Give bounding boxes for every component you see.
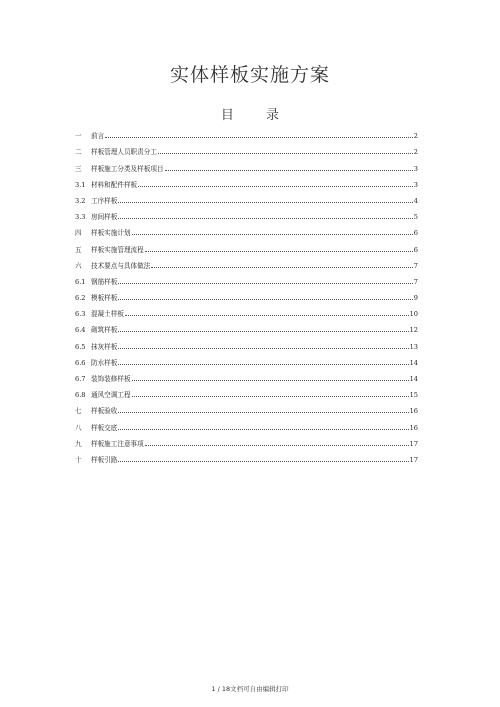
toc-entry-page-number: 17 — [409, 439, 418, 448]
toc-entry-page-number: 6 — [413, 229, 418, 238]
toc-dot-leader — [158, 152, 413, 154]
toc-entry-number: 6.6 — [75, 358, 86, 367]
toc-entry-number: 6.7 — [75, 375, 86, 383]
toc-dot-leader — [105, 136, 413, 138]
toc-entry[interactable] — [75, 189, 418, 205]
toc-entry[interactable] — [75, 302, 418, 318]
toc-dot-leader — [165, 169, 413, 171]
toc-entry-title: 样板交底 — [91, 423, 118, 432]
toc-dot-leader — [118, 428, 408, 430]
toc-entry-page-number: 14 — [409, 375, 418, 383]
toc-entry-number: 二 — [75, 148, 82, 157]
toc-entry[interactable] — [75, 448, 418, 464]
toc-dot-leader — [132, 379, 409, 381]
toc-entry-page-number: 5 — [413, 213, 418, 222]
toc-entry-title: 样板施工分类及样板项目 — [91, 164, 164, 173]
toc-dot-leader — [118, 411, 408, 413]
table-of-contents — [75, 124, 418, 464]
toc-entry-page-number: 2 — [413, 132, 418, 141]
toc-entry[interactable] — [75, 334, 418, 350]
toc-entry-page-number: 9 — [413, 294, 418, 303]
toc-entry-title: 抹灰样板 — [91, 342, 118, 351]
toc-entry-number: 3.3 — [75, 213, 86, 222]
toc-entry-title: 钢筋样板 — [91, 277, 118, 286]
toc-entry-title: 工序样板 — [91, 196, 118, 205]
toc-entry[interactable] — [75, 318, 418, 334]
toc-entry-title: 样板施工注意事项 — [91, 439, 144, 448]
toc-dot-leader — [118, 282, 412, 284]
toc-entry-title: 房间样板 — [91, 213, 118, 222]
toc-entry-number: 6.3 — [75, 310, 86, 319]
toc-dot-leader — [118, 201, 412, 203]
toc-entry[interactable] — [75, 156, 418, 172]
toc-dot-leader — [125, 314, 409, 316]
toc-entry-title: 装饰装修样板 — [91, 375, 131, 383]
toc-dot-leader — [138, 185, 413, 187]
toc-entry-page-number: 14 — [409, 358, 418, 367]
toc-dot-leader — [132, 395, 409, 397]
toc-entry-page-number: 7 — [413, 277, 418, 286]
toc-dot-leader — [118, 298, 412, 300]
toc-entry-number: 十 — [75, 455, 82, 464]
toc-entry-title: 通风空调工程 — [91, 391, 131, 400]
toc-entry-number: 六 — [75, 261, 82, 270]
toc-entry-title: 混凝土样板 — [91, 310, 124, 319]
toc-entry[interactable] — [75, 173, 418, 189]
toc-dot-leader — [118, 217, 412, 219]
toc-entry-page-number: 3 — [413, 164, 418, 173]
toc-entry-page-number: 13 — [409, 342, 418, 351]
toc-entry[interactable] — [75, 432, 418, 448]
toc-entry-page-number: 16 — [409, 407, 418, 416]
toc-entry-title: 前言 — [91, 132, 105, 141]
toc-entry-page-number: 10 — [409, 310, 418, 319]
toc-dot-leader — [118, 330, 408, 332]
toc-entry-title: 防水样板 — [91, 358, 118, 367]
toc-entry-page-number: 15 — [409, 391, 418, 400]
toc-entry-number: 八 — [75, 423, 82, 432]
toc-entry-title: 样板实施计划 — [91, 229, 131, 238]
toc-entry-number: 五 — [75, 245, 82, 254]
page-footer: 1 / 18文档可自由编辑打印 — [211, 685, 289, 693]
toc-dot-leader — [145, 250, 413, 252]
toc-entry-page-number: 3 — [413, 180, 418, 189]
toc-entry[interactable] — [75, 367, 418, 383]
toc-entry-number: 6.5 — [75, 342, 86, 351]
toc-entry-number: 3.1 — [75, 180, 86, 189]
toc-entry[interactable] — [75, 254, 418, 270]
toc-entry[interactable] — [75, 124, 418, 140]
toc-entry[interactable] — [75, 221, 418, 237]
document-title: 实体样板实施方案 — [169, 64, 330, 86]
toc-entry-page-number: 17 — [409, 455, 418, 464]
toc-dot-leader — [132, 233, 413, 235]
toc-entry-title: 材料和配件样板 — [91, 180, 138, 189]
toc-entry-number: 6.4 — [75, 326, 86, 335]
toc-entry[interactable] — [75, 351, 418, 367]
toc-entry-page-number: 12 — [409, 326, 418, 335]
toc-dot-leader — [118, 347, 408, 349]
toc-heading: 目 录 — [220, 108, 294, 123]
toc-entry-title: 模板样板 — [91, 294, 118, 303]
toc-entry[interactable] — [75, 205, 418, 221]
toc-entry[interactable] — [75, 383, 418, 399]
toc-entry-number: 6.8 — [75, 391, 86, 400]
toc-entry[interactable] — [75, 286, 418, 302]
toc-entry-title: 技术要点与具体做法 — [91, 261, 151, 270]
toc-entry-page-number: 2 — [413, 148, 418, 157]
toc-entry-page-number: 6 — [413, 245, 418, 254]
toc-entry[interactable] — [75, 237, 418, 253]
toc-entry[interactable] — [75, 270, 418, 286]
toc-entry-number: 九 — [75, 439, 82, 448]
toc-entry-number: 6.2 — [75, 294, 86, 303]
toc-dot-leader — [118, 460, 408, 462]
toc-entry[interactable] — [75, 140, 418, 156]
toc-entry-number: 6.1 — [75, 277, 86, 286]
toc-entry-number: 四 — [75, 229, 82, 238]
toc-entry-title: 样板管理人员职责分工 — [91, 148, 157, 157]
toc-entry-number: 3.2 — [75, 196, 86, 205]
toc-dot-leader — [145, 444, 409, 446]
toc-entry-number: 一 — [75, 132, 82, 141]
toc-entry-page-number: 16 — [409, 423, 418, 432]
toc-dot-leader — [118, 363, 408, 365]
toc-entry-number: 七 — [75, 407, 82, 416]
toc-entry[interactable] — [75, 399, 418, 415]
toc-entry-page-number: 7 — [413, 261, 418, 270]
toc-dot-leader — [151, 266, 412, 268]
toc-entry-page-number: 4 — [413, 196, 418, 205]
toc-entry[interactable] — [75, 415, 418, 431]
toc-entry-title: 样板引路 — [91, 455, 118, 464]
toc-entry-title: 样板实施管理流程 — [91, 245, 144, 254]
toc-entry-title: 砌筑样板 — [91, 326, 118, 335]
toc-entry-title: 样板验收 — [91, 407, 118, 416]
toc-entry-number: 三 — [75, 164, 82, 173]
